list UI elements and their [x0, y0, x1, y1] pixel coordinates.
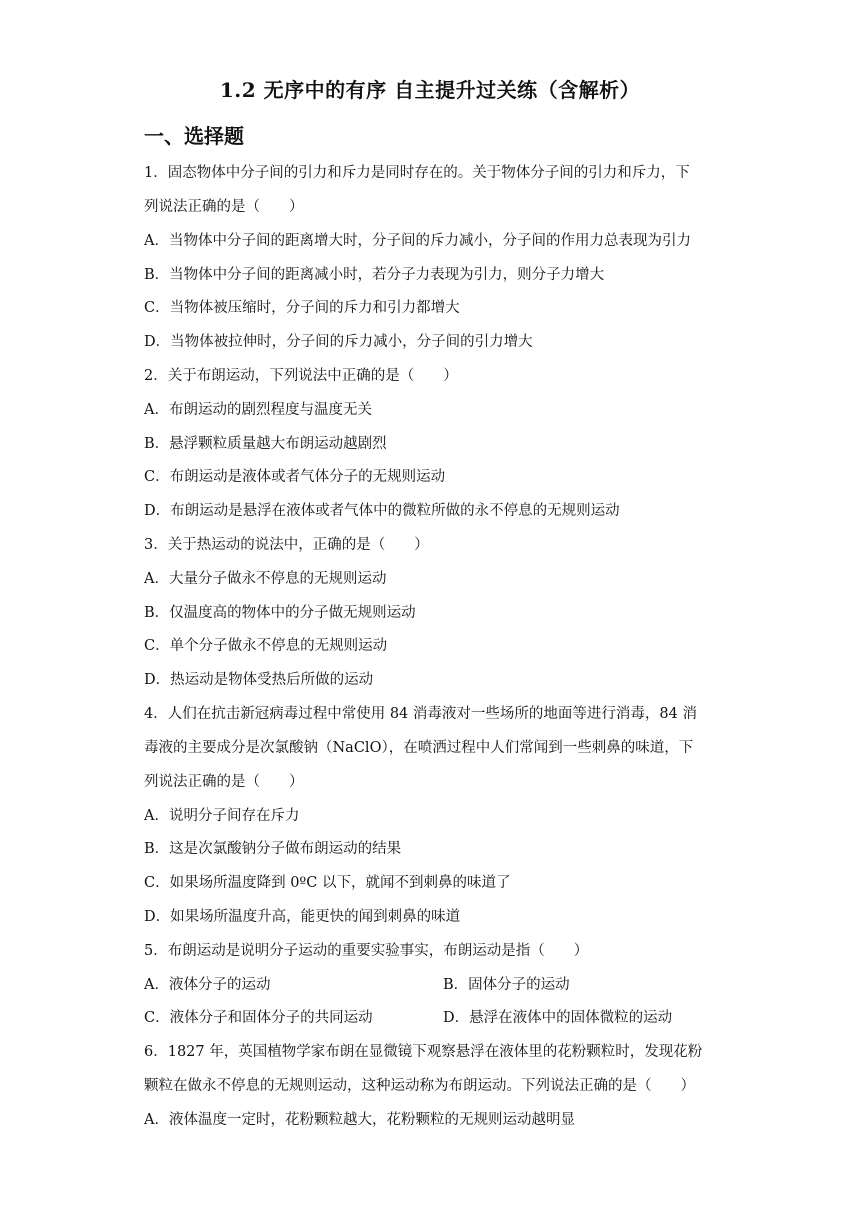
question-1-option-d: D．当物体被拉伸时，分子间的斥力减小，分子间的引力增大 — [144, 334, 533, 350]
question-6-stem-line-1: 6．1827 年，英国植物学家布朗在显微镜下观察悬浮在液体里的花粉颗粒时，发现花粉 — [144, 1044, 703, 1060]
question-2-option-a: A．布朗运动的剧烈程度与温度无关 — [144, 402, 372, 418]
question-2-option-c: C．布朗运动是液体或者气体分子的无规则运动 — [144, 469, 446, 485]
document-title: 1.2 无序中的有序 自主提升过关练（含解析） — [219, 78, 641, 102]
question-5-option-b: B．固体分子的运动 — [443, 977, 570, 993]
question-2-stem: 2．关于布朗运动，下列说法中正确的是（ ） — [144, 368, 458, 384]
question-3-option-a: A．大量分子做永不停息的无规则运动 — [144, 571, 387, 587]
question-4-option-d: D．如果场所温度升高，能更快的闻到刺鼻的味道 — [144, 909, 461, 925]
question-3-option-b: B．仅温度高的物体中的分子做无规则运动 — [144, 605, 416, 621]
question-1-stem-line-1: 1．固态物体中分子间的引力和斥力是同时存在的。关于物体分子间的引力和斥力，下 — [144, 165, 690, 181]
section-heading: 一、选择题 — [144, 124, 244, 148]
question-4-stem-line-1: 4．人们在抗击新冠病毒过程中常使用 84 消毒液对一些场所的地面等进行消毒，84 消 — [144, 706, 697, 722]
question-2-option-d: D．布朗运动是悬浮在液体或者气体中的微粒所做的永不停息的无规则运动 — [144, 503, 620, 519]
question-2-option-b: B．悬浮颗粒质量越大布朗运动越剧烈 — [144, 436, 387, 452]
question-1-option-a: A．当物体中分子间的距离增大时，分子间的斥力减小，分子间的作用力总表现为引力 — [144, 233, 691, 249]
question-5-option-d: D．悬浮在液体中的固体微粒的运动 — [443, 1010, 673, 1026]
question-4-option-c: C．如果场所温度降到 0ºC 以下，就闻不到刺鼻的味道了 — [144, 875, 511, 891]
question-4-stem-line-2: 毒液的主要成分是次氯酸钠（NaClO），在喷洒过程中人们常闻到一些刺鼻的味道，下 — [144, 740, 694, 756]
question-5-option-a: A．液体分子的运动 — [144, 977, 271, 993]
question-4-option-a: A．说明分子间存在斥力 — [144, 808, 300, 824]
question-3-stem: 3．关于热运动的说法中，正确的是（ ） — [144, 537, 429, 553]
question-5-option-c: C．液体分子和固体分子的共同运动 — [144, 1010, 373, 1026]
question-4-option-b: B．这是次氯酸钠分子做布朗运动的结果 — [144, 841, 402, 857]
question-3-option-d: D．热运动是物体受热后所做的运动 — [144, 672, 374, 688]
question-6-stem-line-2: 颗粒在做永不停息的无规则运动，这种运动称为布朗运动。下列说法正确的是（ ） — [144, 1078, 695, 1094]
question-5-stem: 5．布朗运动是说明分子运动的重要实验事实，布朗运动是指（ ） — [144, 943, 589, 959]
question-1-option-b: B．当物体中分子间的距离减小时，若分子力表现为引力，则分子力增大 — [144, 267, 605, 283]
question-3-option-c: C．单个分子做永不停息的无规则运动 — [144, 638, 388, 654]
question-1-stem-line-2: 列说法正确的是（ ） — [144, 199, 304, 215]
question-6-option-a: A．液体温度一定时，花粉颗粒越大，花粉颗粒的无规则运动越明显 — [144, 1112, 575, 1128]
question-4-stem-line-3: 列说法正确的是（ ） — [144, 774, 304, 790]
question-1-option-c: C．当物体被压缩时，分子间的斥力和引力都增大 — [144, 300, 460, 316]
